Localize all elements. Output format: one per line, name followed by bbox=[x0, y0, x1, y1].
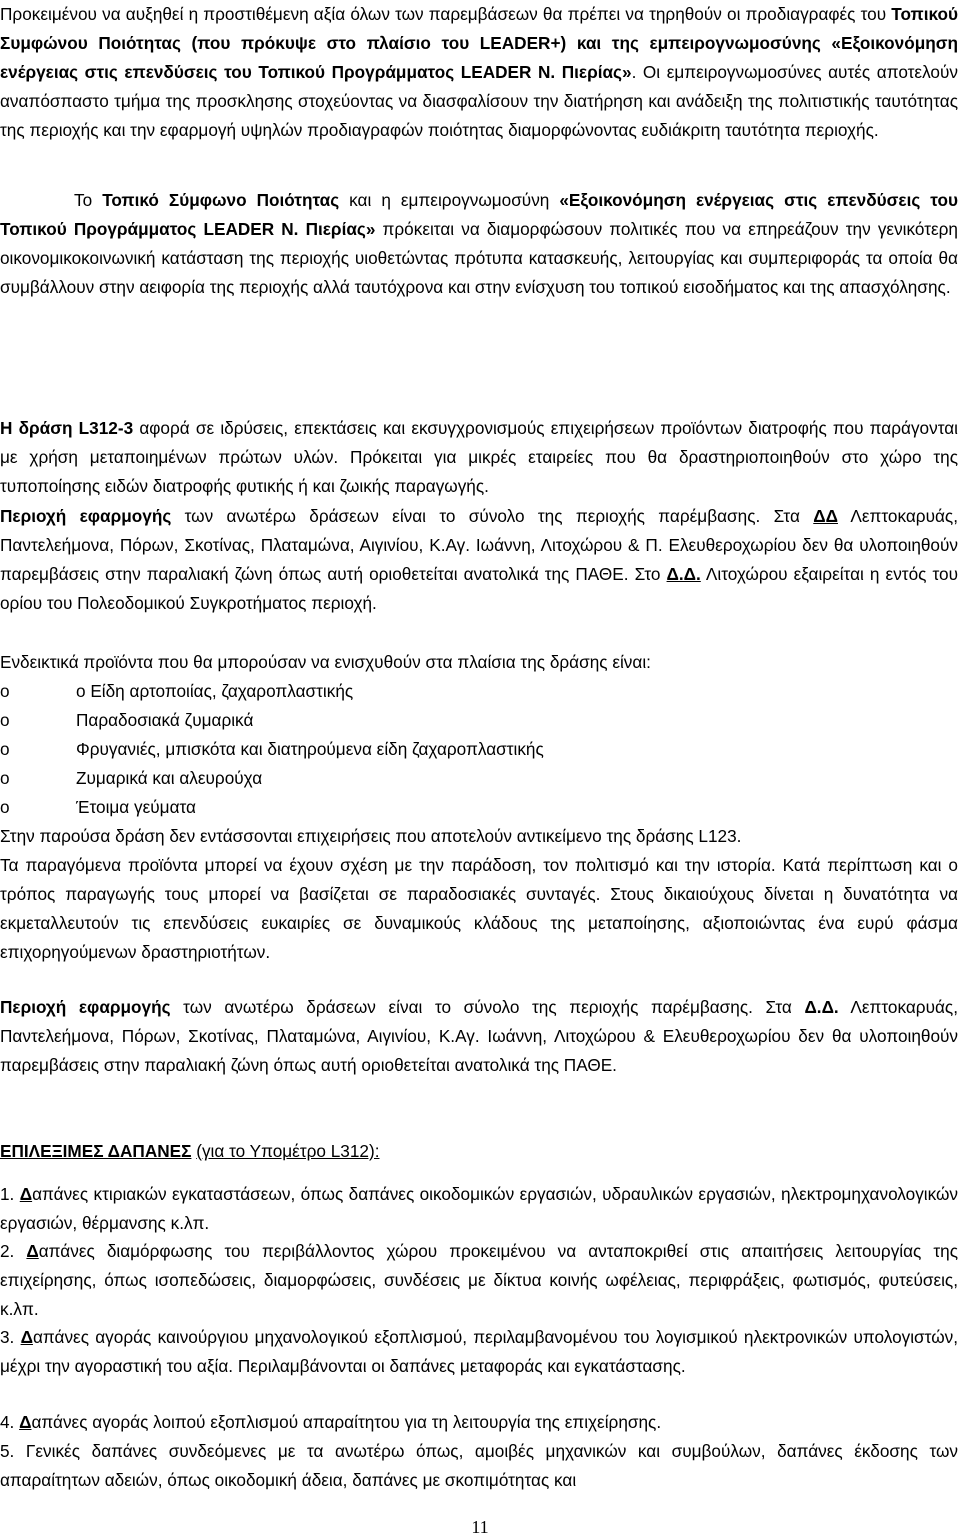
action-paragraph: Η δράση L312-3 αφορά σε ιδρύσεις, επεκτάσεις και εκσυγχρονισμούς επιχειρήσεων προϊόντων διατροφής που παράγονται με χρήση μεταποιημένων πρώτων υλών. Πρόκειται για μικρές εταιρείες που θα δραστηριοποιηθούν στο χώρο της τυποποίησης ειδών διατροφής φυτικής ή και ζωικής παραγωγής. bbox=[0, 418, 958, 496]
bullet-marker: o bbox=[0, 797, 10, 817]
cost-item-2: 2. Δαπάνες διαμόρφωσης του περιβάλλοντος χώρου προκειμένου να ανταποκριθεί στις απαιτήσεις λειτουργίας της επιχείρησης, όπως ισοπεδώσεις, διαμορφώσεις, συνδέσεις με δίκτυα κοινής ωφέλειας, περιφράξεις, φωτισμός, φυτεύσεις, κ.λπ. bbox=[0, 1241, 959, 1319]
cost-item-4: 4. Δαπάνες αγοράς λοιπού εξοπλισμού απαραίτητου για τη λειτουργία της επιχείρησης. bbox=[0, 1412, 662, 1432]
eligible-costs-heading: ΕΠΙΛΕΞΙΜΕΣ ΔΑΠΑΝΕΣ (για το Υπομέτρο L312): bbox=[0, 1141, 380, 1161]
list-item: o Φρυγανιές, μπισκότα και διατηρούμενα είδη ζαχαροπλαστικής bbox=[0, 735, 958, 764]
cost-item-3: 3. Δαπάνες αγοράς καινούργιου μηχανολογικού εξοπλισμού, περιλαμβανομένου του λογισμικού ηλεκτρονικών υπολογιστών, μέχρι την αγοραστική του αξία. Περιλαμβάνονται οι δαπάνες μεταφοράς και εγκατάστασης. bbox=[0, 1327, 958, 1376]
intro-paragraph: Προκειμένου να αυξηθεί η προστιθέμενη αξία όλων των παρεμβάσεων θα πρέπει να τηρηθούν οι προδιαγραφές του Τοπικού Συμφώνου Ποιότητας (που πρόκυψε στο πλαίσιο του LEADER+) και της εμπειρογνωμοσύνης «Εξοικονόμηση ενέργειας στις επενδύσεις του Τοπικού Προγράμματος LEADER Ν. Πιερίας». Οι εμπειρογνωμοσύνες αυτές αποτελούν αναπόσπαστο τμήμα της προσκλησης στοχεύοντας να διασφαλίσουν την διατήρηση και ανάδειξη της πολιτιστικής ταυτότητας της περιοχής και την εφαρμογή υψηλών προδιαγραφών ποιότητας διαμορφώνοντας ευδιάκριτη ταυτότητα περιοχής. bbox=[0, 4, 958, 140]
list-item: o Παραδοσιακά ζυμαρικά bbox=[0, 706, 958, 735]
application-area-paragraph: Περιοχή εφαρμογής των ανωτέρω δράσεων είναι το σύνολο της περιοχής παρέμβασης. Στα ΔΔ Λεπτοκαρυάς, Παντελεήμονα, Πόρων, Σκοτίνας, Πλαταμώνα, Αιγινίου, Κ.Αγ. Ιωάννη, Λιτοχώρου & Π. Ελευθεροχωρίου δεν θα υλοποιηθούν παρεμβάσεις στην παραλιακή ζώνη όπως αυτή οριοθετείται ανατολικά της ΠΑΘΕ. Στο Δ.Δ. Λιτοχώρου εξαιρείται η εντός του ορίου του Πολεοδομικού Συγκροτήματος περιοχή. bbox=[0, 506, 958, 613]
list-item: o Ζυμαρικά και αλευρούχα bbox=[0, 764, 958, 793]
cost-item-5: 5. Γενικές δαπάνες συνδεόμενες με τα ανωτέρω όπως, αμοιβές μηχανικών και συμβούλων, δαπάνες έκδοσης των απαραίτητων αδειών, όπως οικοδομική άδεια, δαπάνες με σκοπιμότητας και bbox=[0, 1441, 959, 1490]
bullet-marker: o bbox=[0, 710, 10, 730]
application-area-paragraph-2: Περιοχή εφαρμογής των ανωτέρω δράσεων είναι το σύνολο της περιοχής παρέμβασης. Στα Δ.Δ. Λεπτοκαρυάς, Παντελεήμονα, Πόρων, Σκοτίνας, Πλαταμώνα, Αιγινίου, Κ.Αγ. Ιωάννη, Λιτοχώρου & Ελευθεροχωρίου δεν θα υλοποιηθούν παρεμβάσεις στην παραλιακή ζώνη όπως αυτή οριοθετείται ανατολικά της ΠΑΘΕ. bbox=[0, 997, 958, 1075]
cost-item-1: 1. Δαπάνες κτιριακών εγκαταστάσεων, όπως δαπάνες οικοδομικών εργασιών, υδραυλικών εργασιών, ηλεκτρομηχανολογικών εργασιών, θέρμανσης κ.λπ. bbox=[0, 1184, 959, 1233]
bullet-marker: o bbox=[0, 681, 10, 701]
quality-paragraph: Το Τοπικό Σύμφωνο Ποιότητας και η εμπειρογνωμοσύνη «Εξοικονόμηση ενέργειας στις επενδύσεις του Τοπικού Προγράμματος LEADER Ν. Πιερίας» πρόκειται να διαμορφώσουν πολιτικές που να επηρεάζουν την γενικότερη οικονομικοκοινωνική κατάσταση της περιοχής υιοθετώντας πρότυπα κατασκευής, λειτουργίας και συμπεριφοράς τα οποία θα συμβάλλουν στην αειφορία της περιοχής αλλά ταυτόχρονα και στην ενίσχυση του τοπικού εισοδήματος και της απασχόλησης. bbox=[0, 190, 958, 297]
list-item: o Έτοιμα γεύματα bbox=[0, 793, 958, 822]
bullet-marker: o bbox=[0, 768, 10, 788]
bullet-marker: o bbox=[0, 739, 10, 759]
page-number: 11 bbox=[471, 1517, 489, 1537]
products-list bbox=[0, 677, 958, 822]
exclusion-paragraph: Στην παρούσα δράση δεν εντάσσονται επιχειρήσεις που αποτελούν αντικείμενο της δράσης L123. bbox=[0, 826, 742, 846]
indicative-products-intro: Ενδεικτικά προϊόντα που θα μπορούσαν να ενισχυθούν στα πλαίσια της δράσης είναι: bbox=[0, 652, 651, 672]
tradition-paragraph: Τα παραγόμενα προϊόντα μπορεί να έχουν σχέση με την παράδοση, τον πολιτισμό και την ιστορία. Κατά περίπτωση και ο τρόπος παραγωγής τους μπορεί να βασίζεται σε παραδοσιακές συνταγές. Στους δικαιούχους δίνεται η δυνατότητα να εκμεταλλευτούν τις επενδύσεις ευκαιρίες σε δυναμικούς κλάδους της μεταποίησης, αξιοποιώντας ένα ευρύ φάσμα επιχορηγούμενων δραστηριοτήτων. bbox=[0, 855, 958, 962]
list-item: o ο Είδη αρτοποιίας, ζαχαροπλαστικής bbox=[0, 677, 958, 706]
